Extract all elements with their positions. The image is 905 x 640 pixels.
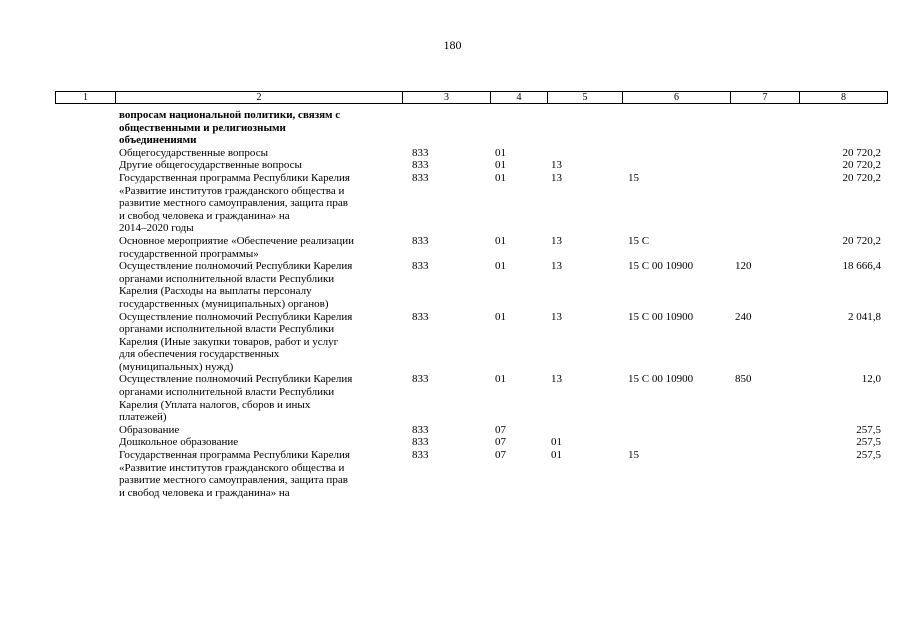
table-row <box>55 311 887 374</box>
row-description <box>119 373 405 423</box>
ministry-code-cell: 833 <box>412 449 429 462</box>
description-line: государственных (муниципальных) органов) <box>119 297 329 310</box>
row-description <box>119 235 405 260</box>
description-line: органами исполнительной власти Республики <box>119 386 335 399</box>
target-article-cell: 15 С 00 10900 <box>628 373 694 386</box>
ministry-code-cell: 833 <box>412 159 429 172</box>
target-article-cell: 15 С <box>628 234 650 247</box>
description-line: вопросам национальной политики, связям с <box>119 109 341 121</box>
description-line: Общегосударственные вопросы <box>119 146 268 159</box>
description-line: развитие местного самоуправления, защита прав <box>119 197 348 210</box>
section-code-cell: 07 <box>495 423 506 436</box>
ministry-code-cell: 833 <box>412 423 429 436</box>
amount-cell: 18 666,4 <box>842 260 881 273</box>
subsection-code-cell: 13 <box>551 373 562 386</box>
amount-cell: 20 720,2 <box>842 159 881 172</box>
table-row <box>55 235 887 260</box>
ministry-code-cell: 833 <box>412 234 429 247</box>
amount-cell: 12,0 <box>861 373 881 386</box>
amount-cell: 257,5 <box>856 436 881 449</box>
description-line: и свобод человека и гражданина» на <box>119 209 290 222</box>
table-row <box>55 436 887 449</box>
ministry-code-cell: 833 <box>412 373 429 386</box>
table-row <box>55 109 887 147</box>
table-row <box>55 424 887 437</box>
ministry-code-cell: 833 <box>412 310 429 323</box>
column-header-5: 5 <box>548 92 623 104</box>
subsection-code-cell: 13 <box>551 234 562 247</box>
table-row <box>55 449 887 499</box>
subsection-code-cell: 13 <box>551 171 562 184</box>
row-description <box>119 311 405 374</box>
subsection-code-cell: 13 <box>551 310 562 323</box>
description-line: и свобод человека и гражданина» на <box>119 486 290 499</box>
section-code-cell: 01 <box>495 310 506 323</box>
ministry-code-cell: 833 <box>412 146 429 159</box>
subsection-code-cell: 13 <box>551 159 562 172</box>
column-header-8: 8 <box>800 92 888 104</box>
section-code-cell: 01 <box>495 373 506 386</box>
description-line: Осуществление полномочий Республики Карелия <box>119 373 353 386</box>
column-header-row <box>56 92 888 104</box>
expense-type-cell: 120 <box>735 260 752 273</box>
description-line: Образование <box>119 423 180 436</box>
description-line: общественными и религиозными <box>119 121 286 134</box>
column-header-1: 1 <box>56 92 116 104</box>
section-code-cell: 01 <box>495 260 506 273</box>
row-description <box>119 260 405 310</box>
description-line: развитие местного самоуправления, защита прав <box>119 474 348 487</box>
description-line: Государственная программа Республики Карелия <box>119 449 350 462</box>
ministry-code-cell: 833 <box>412 171 429 184</box>
description-line: Карелия (Уплата налогов, сборов и иных <box>119 398 311 411</box>
description-line: «Развитие институтов гражданского общества и <box>119 184 345 197</box>
description-line: для обеспечения государственных <box>119 348 280 361</box>
subsection-code-cell: 01 <box>551 449 562 462</box>
description-line: (муниципальных) нужд) <box>119 360 234 373</box>
amount-cell: 20 720,2 <box>842 171 881 184</box>
subsection-code-cell: 01 <box>551 436 562 449</box>
column-header-3: 3 <box>403 92 491 104</box>
subsection-code-cell: 13 <box>551 260 562 273</box>
amount-cell: 20 720,2 <box>842 234 881 247</box>
column-header-6: 6 <box>623 92 731 104</box>
table-row <box>55 172 887 235</box>
amount-cell: 2 041,8 <box>848 310 881 323</box>
description-line: объединениями <box>119 134 197 147</box>
section-code-cell: 01 <box>495 171 506 184</box>
description-line: Государственная программа Республики Карелия <box>119 171 350 184</box>
expense-type-cell: 240 <box>735 310 752 323</box>
target-article-cell: 15 <box>628 449 639 462</box>
target-article-cell: 15 С 00 10900 <box>628 310 694 323</box>
description-line: Другие общегосударственные вопросы <box>119 159 302 172</box>
column-header-4: 4 <box>491 92 548 104</box>
table-row <box>55 373 887 423</box>
description-line: 2014–2020 годы <box>119 222 194 235</box>
row-description <box>119 449 405 499</box>
target-article-cell: 15 <box>628 171 639 184</box>
amount-cell: 257,5 <box>856 449 881 462</box>
page-number: 180 <box>443 38 462 52</box>
amount-cell: 20 720,2 <box>842 146 881 159</box>
section-code-cell: 07 <box>495 449 506 462</box>
description-line: платежей) <box>119 411 167 424</box>
row-description <box>119 159 405 172</box>
column-header-2: 2 <box>116 92 403 104</box>
description-line: Основное мероприятие «Обеспечение реализации <box>119 234 355 247</box>
section-code-cell: 01 <box>495 146 506 159</box>
row-description <box>119 147 405 160</box>
table-row <box>55 147 887 160</box>
target-article-cell: 15 С 00 10900 <box>628 260 694 273</box>
amount-cell: 257,5 <box>856 423 881 436</box>
description-line: Осуществление полномочий Республики Карелия <box>119 260 353 273</box>
row-description <box>119 172 405 235</box>
description-line: Осуществление полномочий Республики Карелия <box>119 310 353 323</box>
description-line: органами исполнительной власти Республики <box>119 272 335 285</box>
column-header-table <box>55 91 888 104</box>
description-line: «Развитие институтов гражданского общества и <box>119 461 345 474</box>
ministry-code-cell: 833 <box>412 436 429 449</box>
table-row <box>55 159 887 172</box>
description-line: Карелия (Иные закупки товаров, работ и услуг <box>119 335 339 348</box>
description-line: Дошкольное образование <box>119 436 239 449</box>
ministry-code-cell: 833 <box>412 260 429 273</box>
description-line: Карелия (Расходы на выплаты персоналу <box>119 285 312 298</box>
section-code-cell: 01 <box>495 159 506 172</box>
row-description <box>119 436 405 449</box>
row-description <box>119 109 405 147</box>
description-line: государственной программы» <box>119 247 259 260</box>
description-line: органами исполнительной власти Республики <box>119 323 335 336</box>
expense-type-cell: 850 <box>735 373 752 386</box>
budget-table-body <box>55 109 887 499</box>
section-code-cell: 07 <box>495 436 506 449</box>
section-code-cell: 01 <box>495 234 506 247</box>
table-row <box>55 260 887 310</box>
row-description <box>119 424 405 437</box>
column-header-7: 7 <box>731 92 800 104</box>
